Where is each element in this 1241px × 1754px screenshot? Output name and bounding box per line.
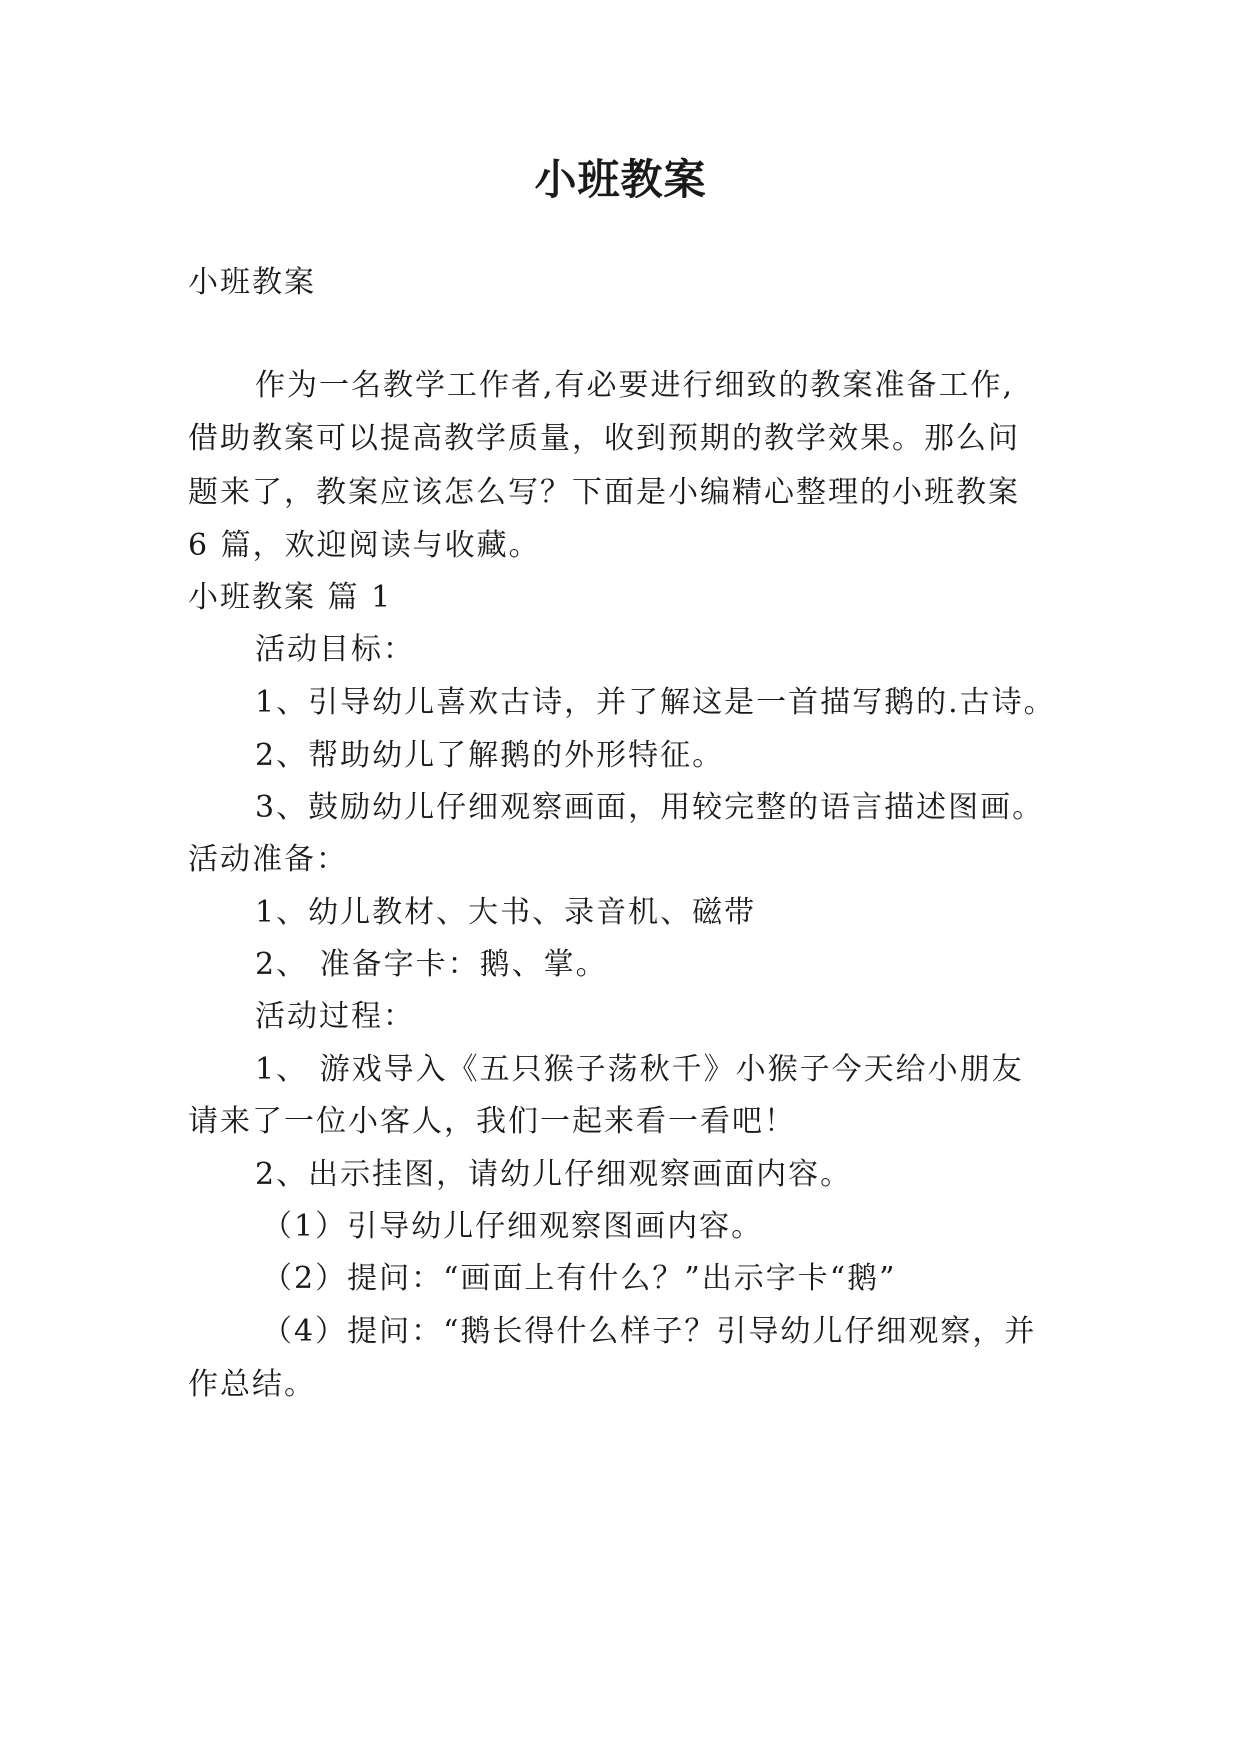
intro-line-4: 6 篇，欢迎阅读与收藏。 [188, 528, 541, 563]
intro-line-2: 借助教案可以提高教学质量，收到预期的教学效果。那么问 [188, 421, 1020, 456]
prep-item-2: 2、 准备字卡：鹅、掌。 [255, 947, 608, 982]
process-line-3: 2、出示挂图，请幼儿仔细观察画面内容。 [255, 1157, 853, 1192]
process-line-1: 1、 游戏导入《五只猴子荡秋千》小猴子今天给小朋友 [255, 1052, 1024, 1087]
prep-item-1: 1、幼儿教材、大书、录音机、磁带 [255, 895, 757, 930]
process-label: 活动过程： [255, 999, 415, 1034]
goal-item-2: 2、帮助幼儿了解鹅的外形特征。 [255, 738, 725, 773]
process-line-5: （2）提问：“画面上有什么？”出示字卡“鹅” [262, 1261, 897, 1296]
intro-line-1: 作为一名教学工作者,有必要进行细致的教案准备工作, [255, 368, 1015, 403]
process-line-7: 作总结。 [188, 1367, 316, 1402]
document-subtitle: 小班教案 [188, 265, 316, 300]
goals-label: 活动目标： [255, 632, 415, 667]
section-heading: 小班教案 篇 1 [188, 580, 393, 615]
intro-line-3: 题来了，教案应该怎么写？下面是小编精心整理的小班教案 [188, 475, 1020, 510]
goal-item-1: 1、引导幼儿喜欢古诗，并了解这是一首描写鹅的.古诗。 [255, 685, 1056, 720]
process-line-6: （4）提问：“鹅长得什么样子？引导幼儿仔细观察，并 [262, 1314, 1037, 1349]
goal-item-3: 3、鼓励幼儿仔细观察画面，用较完整的语言描述图画。 [255, 790, 1045, 825]
process-line-4: （1）引导幼儿仔细观察图画内容。 [262, 1209, 764, 1244]
process-line-2: 请来了一位小客人，我们一起来看一看吧！ [188, 1104, 796, 1139]
prep-label: 活动准备： [188, 842, 348, 877]
document-title: 小班教案 [534, 155, 707, 204]
